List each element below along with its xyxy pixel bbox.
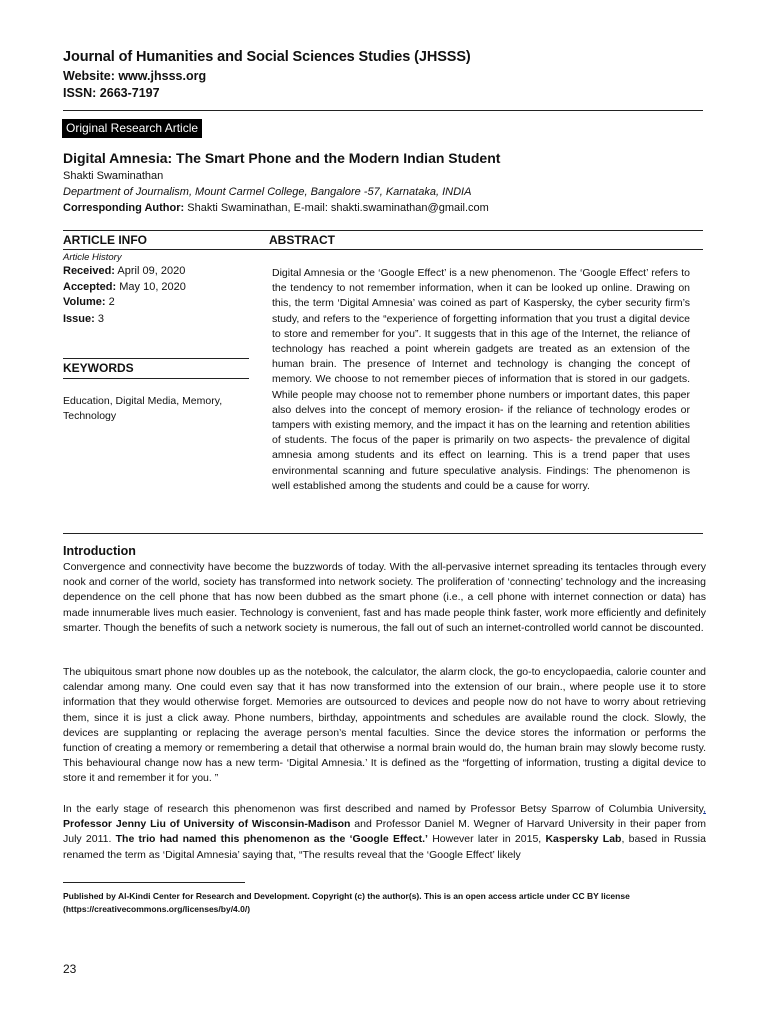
header-divider	[63, 110, 703, 111]
page-number: 23	[63, 962, 77, 976]
corresponding-author	[63, 202, 489, 214]
keywords-bottom-rule	[63, 378, 249, 379]
abstract-heading: ABSTRACT	[269, 233, 335, 247]
volume	[63, 296, 115, 308]
p3-part-d: The trio had named this phenomenon as the ‘Google Effect.’	[115, 833, 428, 846]
article-type-badge: Original Research Article	[62, 119, 202, 138]
intro-paragraph-3	[63, 802, 706, 863]
paper-author: Shakti Swaminathan	[63, 170, 164, 182]
volume-label: Volume:	[63, 296, 106, 308]
article-history-label: Article History	[63, 252, 122, 263]
received-label: Received:	[63, 265, 115, 277]
accepted-label: Accepted:	[63, 281, 117, 293]
volume-value: 2	[105, 296, 115, 308]
keywords-top-rule	[63, 358, 249, 359]
license-footnote: Published by Al-Kindi Center for Research and Development. Copyright (c) the author(s). This is an open access article under CC BY license (https://creativecommons.org/licenses/by/4.0/)	[63, 891, 630, 914]
info-head-rule	[63, 249, 703, 250]
p3-part-g: , based in Russia renamed the term as ‘Digital Amnesia’ saying that, “The results reveal that the ‘Google Effect’ likely	[63, 833, 706, 861]
accepted-date	[63, 281, 186, 293]
paper-title: Digital Amnesia: The Smart Phone and the Modern Indian Student	[63, 150, 501, 166]
p3-link[interactable]: ,	[703, 803, 706, 815]
author-affiliation: Department of Journalism, Mount Carmel College, Bangalore -57, Karnataka, INDIA	[63, 186, 472, 198]
info-top-rule	[63, 230, 703, 231]
issue-label: Issue:	[63, 313, 95, 325]
p3-part-e: However later in 2015,	[427, 833, 546, 846]
p3-part-f: Kaspersky Lab	[545, 833, 622, 846]
keywords-list: Education, Digital Media, Memory, Technology	[63, 395, 223, 422]
journal-issn: ISSN: 2663-7197	[63, 86, 160, 100]
accepted-value: May 10, 2020	[116, 281, 186, 293]
corresponding-label: Corresponding Author:	[63, 202, 185, 214]
journal-website: Website: www.jhsss.org	[63, 69, 207, 83]
abstract-text: Digital Amnesia or the ‘Google Effect’ is a new phenomenon. The ‘Google Effect’ refers to the tendency to not remember information, when it can be looked up online. Drawing on this, the term ‘Digital Amnesia’ was coined as part of Kaspersky, the cyber security firm’s study, and refers to the “experience of forgetting information that you trust a digital device to store and remember for you”. It suggests that in this age of the Internet, the reliance of technology has reached a point wherein gadgets are treated as an extension of the human brain. The presence of Internet and technology is changing the concept of memory. We choose to not remember pieces of information that is stored in our gadgets. While people may choose not to remember phone numbers or important dates, this paper also delves into the concept of memory erosion- if the reliance of technology erodes or tampers with existing memory, and the impact it has on the learning and retention abilities of students. The focus of the paper is primarily on two aspects- the prevalence of digital amnesia among students and its effect on learning. This is a trend paper that uses environmental scanning and future speculative analysis. Findings: The phenomenon is well established among the students and could be a cause for worry.	[272, 267, 690, 492]
received-value: April 09, 2020	[114, 265, 186, 277]
intro-paragraph-1: Convergence and connectivity have become the buzzwords of today. With the all-pervasive internet spreading its tentacles through every nook and corner of the world, society has transformed into network society. The proliferation of ‘connecting’ technology and the increasing dependence on the cell phone that has now been dubbed as the smart phone (i.e., a cell phone with internet connection or data) has made innumerable lives much easier. Technology is convenient, fast and has made people think faster, work more efficiently and definitely smarter. Though the benefits of such a network society is numerous, the fall out of such an internet-controlled world cannot be discounted.	[63, 561, 706, 634]
keywords-heading: KEYWORDS	[63, 361, 134, 375]
issue-value: 3	[94, 313, 104, 325]
p3-part-b: Professor Jenny Liu of University of Wisconsin-Madison	[63, 818, 351, 831]
introduction-heading: Introduction	[63, 544, 136, 558]
article-info-heading: ARTICLE INFO	[63, 233, 147, 247]
journal-name: Journal of Humanities and Social Sciences Studies (JHSSS)	[63, 49, 471, 65]
received-date	[63, 265, 185, 277]
footnote-rule	[63, 882, 245, 883]
issue	[63, 313, 104, 325]
p3-part-c: and Professor Daniel M. Wegner of Harvard University in their paper from July 2011.	[63, 818, 706, 846]
p3-part-a: In the early stage of research this phenomenon was first described and named by Professor Betsy Sparrow of Columbia University	[63, 803, 704, 815]
info-bottom-rule	[63, 533, 703, 534]
intro-paragraph-2: The ubiquitous smart phone now doubles up as the notebook, the calculator, the alarm clock, the go-to encyclopaedia, calorie counter and calendar among many. One could even say that it has now transformed into the extension of our brain., where people use it to store information that they would otherwise forget. Memories are outsourced to devices and people now do not have to worry about retrieving them, since it is just a click away. Phone numbers, birthday, appointments and schedules are available round the clock. Slowly, the devices are supplanting or replacing the average person’s mental faculties. Since the device stores the information or performs the function of creating a memory or remembering a detail that otherwise a normal brain would do, the human brain may slowly become rusty. This behavioural change now has a new term- ‘Digital Amnesia.’ It is defined as the “forgetting of information, trusting a digital device to store it and remember it for you. ”	[63, 666, 706, 785]
corresponding-details: Shakti Swaminathan, E-mail: shakti.swaminathan@gmail.com	[184, 202, 489, 214]
